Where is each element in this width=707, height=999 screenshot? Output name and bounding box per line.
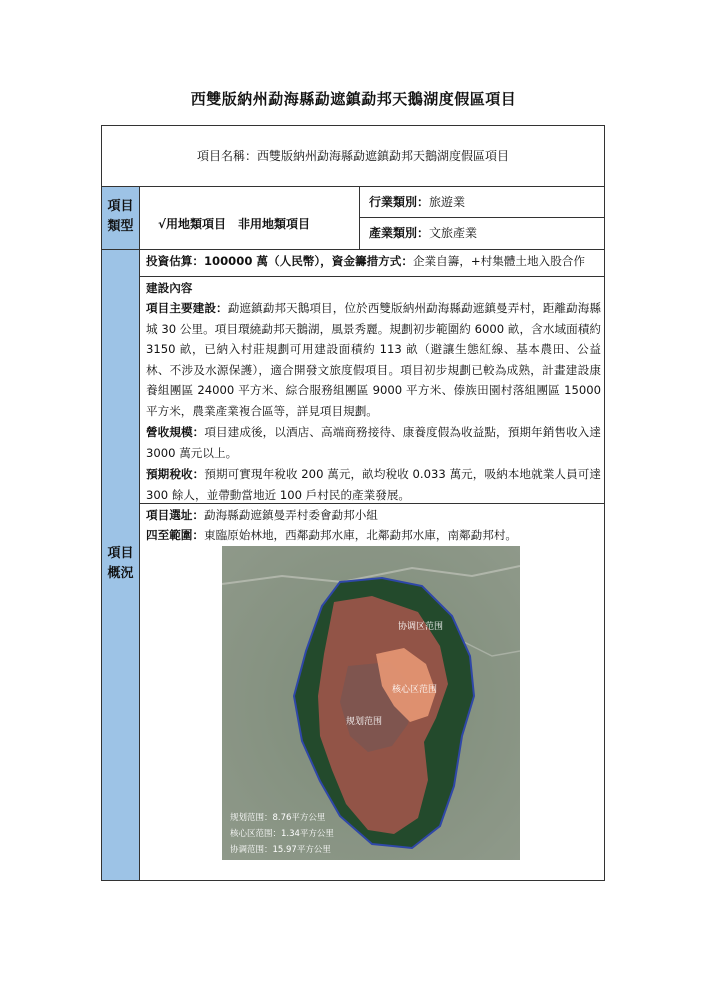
main-construction: 項目主要建設：勐遮鎮勐邦天鵝項目，位於西雙版納州勐海縣勐遮鎮曼弄村，距離勐海縣城 30 公里。項目環繞勐邦天鵝湖，風景秀麗。規劃初步範圍約 6000 畝，含水域面積約 3150 畝，已納入村莊規劃可用建設面積約 113 畝（避讓生態紅線、基本農田、公益林、不涉及水源保護），適合開發文旅度假項目。項目初步規劃已較為成熟，計畫建設康養組團區 24000 平方米、綜合服務組團區 9000 平方米、傣族田園村落組團區 15000 平方米，農業產業複合區等，詳見項目規劃。 <box>146 301 601 418</box>
project-name: 項目名稱：西雙版納州勐海縣勐遮鎮勐邦天鵝湖度假區項目 <box>196 149 509 163</box>
type-label-line2: 類型 <box>107 219 134 234</box>
overview-label-line2: 概況 <box>107 566 134 581</box>
planning-zone-label: 规划范围 <box>346 717 383 727</box>
project-address: 項目選址：勐海縣勐遮鎮曼弄村委會勐邦小組 <box>146 508 378 522</box>
legend-core: 核心区范围：1.34平方公里 <box>230 829 334 839</box>
document-title: 西雙版納州勐海縣勐遮鎮勐邦天鵝湖度假區項目 <box>190 90 517 108</box>
construction-heading: 建設內容 <box>146 281 193 295</box>
revenue-scale: 營收規模：項目建成後，以酒店、高端商務接待、康養度假為收益點，預期年銷售收入達 3000 萬元以上。 <box>146 425 601 460</box>
project-boundary: 四至範圍：東臨原始林地，西鄰勐邦水庫，北鄰勐邦水庫，南鄰勐邦村。 <box>146 528 518 542</box>
coordination-zone-label: 协调区范围 <box>398 622 444 632</box>
sector-category: 產業類別：文旅產業 <box>369 226 478 240</box>
investment-row: 投資估算：100000 萬（人民幣），資金籌措方式：企業自籌，+村集體土地入股合作 <box>146 254 585 268</box>
site-map-image <box>222 546 520 860</box>
legend-planning: 规划范围：8.76平方公里 <box>230 813 326 823</box>
industry-category: 行業類別：旅遊業 <box>369 195 466 209</box>
overview-label-line1: 項目 <box>107 546 134 561</box>
expected-tax: 預期稅收：預期可實現年稅收 200 萬元，畝均稅收 0.033 萬元，吸納本地就業人員可達 300 餘人，並帶動當地近 100 戶村民的產業發展。 <box>146 467 601 502</box>
core-zone-label: 核心区范围 <box>392 685 438 695</box>
site-map-svg <box>222 546 520 860</box>
land-type-option: √用地類項目 非用地類項目 <box>158 217 311 231</box>
legend-coordination: 协调范围：15.97平方公里 <box>230 845 331 855</box>
type-label-line1: 項目 <box>107 199 134 214</box>
